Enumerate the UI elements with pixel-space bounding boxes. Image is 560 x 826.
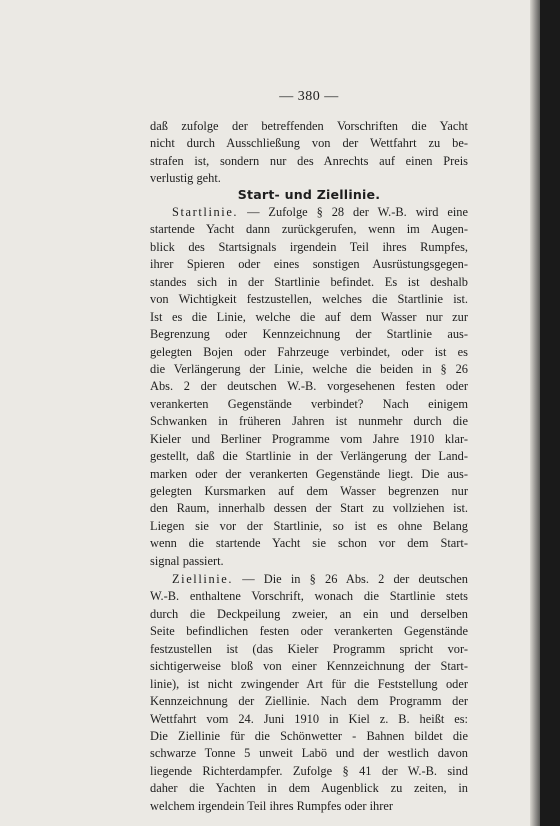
- startlinie-term: Startlinie.: [172, 205, 239, 219]
- intro-paragraph: [150, 118, 468, 188]
- ziellinie-paragraph: [150, 571, 468, 815]
- text-line: Die Ziellinie für die Schönwetter - Bahnen bildet die: [150, 728, 468, 743]
- text-line: marken oder der verankerten Gegenstände liegt. Die aus-: [150, 466, 468, 481]
- page-gutter-shadow: [530, 0, 540, 826]
- text-line: linie), ist nicht zwingender Art für die Feststellung oder: [150, 676, 468, 691]
- text-line: Kieler und Berliner Programme vom Jahre 1910 klar-: [150, 431, 468, 446]
- text-line: den Raum, innerhalb dessen der Start zu vollziehen ist.: [150, 501, 468, 516]
- text-line-first: [150, 204, 468, 221]
- startlinie-paragraph: [150, 204, 468, 570]
- text-line: nicht durch Ausschließung von der Wettfahrt zu be-: [150, 136, 468, 151]
- text-run: — Die in § 26 Abs. 2 der deutschen: [233, 572, 468, 586]
- text-line: durch die Deckpeilung zweier, an ein und derselben: [150, 606, 468, 621]
- text-line: die Verlängerung der Linie, welche die beiden in § 26: [150, 361, 468, 376]
- section-heading: Start- und Ziellinie.: [237, 187, 381, 202]
- text-line: festzustellen ist (das Kieler Programm spricht vor-: [150, 641, 468, 656]
- text-line-first: [150, 571, 468, 588]
- text-line: gelegten Kursmarken auf dem Wasser begrenzen nur: [150, 484, 468, 498]
- text-line: Wettfahrt vom 24. Juni 1910 in Kiel z. B. heißt es:: [150, 711, 468, 726]
- text-line: welchem irgendein Teil ihres Rumpfes oder ihrer: [150, 798, 393, 813]
- page-number: — 380 —: [279, 89, 339, 104]
- text-line: daher die Yachten in dem Augenblick zu zeiten, in: [150, 781, 468, 796]
- text-line: liegende Richterdampfer. Zufolge § 41 der W.-B. sind: [150, 763, 468, 778]
- text-line: gestellt, daß die Startlinie in der Verlängerung der Land-: [150, 449, 468, 464]
- text-run: — Zufolge § 28 der W.-B. wird eine: [238, 205, 468, 219]
- text-line: startende Yacht dann zurückgerufen, wenn im Augen-: [150, 222, 468, 237]
- text-line: daß zufolge der betreffenden Vorschriften die Yacht: [150, 119, 468, 133]
- text-line: gelegten Bojen oder Fahrzeuge verbindet, oder ist es: [150, 344, 468, 359]
- text-line: signal passiert.: [150, 553, 224, 568]
- text-line: W.-B. enthaltene Vorschrift, wonach die Startlinie stets: [150, 589, 468, 604]
- text-line: schwarze Tonne 5 unweit Labö und der westlich davon: [150, 746, 468, 761]
- ziellinie-term: Ziellinie.: [172, 572, 234, 586]
- text-line: standes sich in der Startlinie befindet. Es ist deshalb: [150, 274, 468, 289]
- text-line: Kennzeichnung der Ziellinie. Nach dem Programm der: [150, 694, 468, 709]
- text-line: Seite befindlichen festen oder verankerten Gegenstände: [150, 624, 468, 639]
- text-line: verlustig geht.: [150, 171, 221, 186]
- text-line: wenn die startende Yacht sie schon vor dem Start-: [150, 536, 468, 551]
- text-line: ihrer Spieren oder eines sonstigen Ausrüstungsgegen-: [150, 257, 468, 272]
- text-line: strafen ist, sondern nur des Anrechts auf einen Preis: [150, 153, 468, 168]
- text-line: blick des Startsignals irgendein Teil ihres Rumpfes,: [150, 239, 468, 254]
- text-line: Ist es die Linie, welche die auf dem Wasser nur zur: [150, 309, 468, 324]
- text-line: sichtigerweise bloß von einer Kennzeichnung der Start-: [150, 659, 468, 674]
- text-line: verankerten Gegenstände verbindet? Nach einigem: [150, 396, 468, 411]
- text-line: Liegen sie vor der Startlinie, so ist es ohne Belang: [150, 518, 468, 533]
- text-line: von Wichtigkeit festzustellen, welches die Startlinie ist.: [150, 292, 468, 307]
- text-line: Schwanken in früheren Jahren ist nunmehr durch die: [150, 414, 468, 429]
- text-line: Begrenzung oder Kennzeichnung der Startlinie aus-: [150, 327, 468, 342]
- text-line: Abs. 2 der deutschen W.-B. vorgesehenen festen oder: [150, 379, 468, 394]
